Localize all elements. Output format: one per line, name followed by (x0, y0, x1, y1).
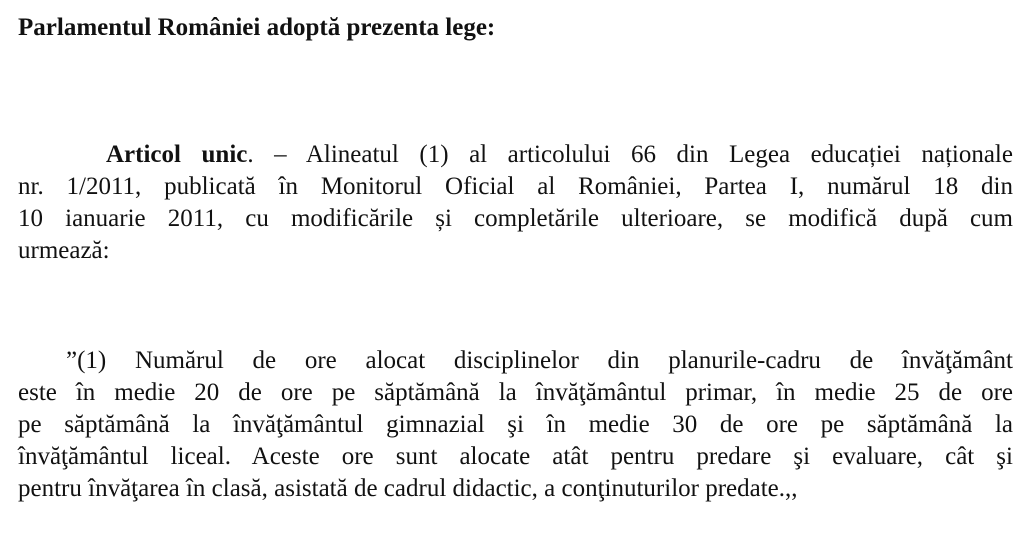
article-line-1-text: . – Alineatul (1) al articolului 66 din Legea educației naționale (247, 141, 1013, 168)
amendment-paragraph (18, 345, 1013, 505)
article-paragraph (18, 139, 1013, 267)
amendment-line-2: este în medie 20 de ore pe săptămână la învăţământul primar, în medie 25 de ore (18, 379, 1013, 406)
amendment-line-1 (18, 345, 1013, 377)
amendment-line-4: învăţământul liceal. Aceste ore sunt alocate atât pentru predare şi evaluare, cât şi (18, 443, 1013, 470)
article-line-4: urmează: (18, 237, 110, 264)
article-line-2: nr. 1/2011, publicată în Monitorul Oficial al României, Partea I, numărul 18 din (18, 173, 1013, 200)
amendment-line-1-text: ”(1) Numărul de ore alocat disciplinelor din planurile-cadru de învăţământ (66, 347, 1013, 374)
amendment-line-3: pe săptămână la învăţământul gimnazial şi în medie 30 de ore pe săptămână la (18, 411, 1013, 438)
article-line-1 (18, 139, 1013, 171)
amendment-line-5: pentru învăţarea în clasă, asistată de cadrul didactic, a conţinuturilor predate.,, (18, 475, 798, 502)
law-adoption-heading: Parlamentul României adoptă prezenta lege: (18, 14, 496, 41)
article-label: Articol unic (106, 141, 248, 168)
article-line-3: 10 ianuarie 2011, cu modificările și completările ulterioare, se modifică după cum (18, 205, 1013, 232)
